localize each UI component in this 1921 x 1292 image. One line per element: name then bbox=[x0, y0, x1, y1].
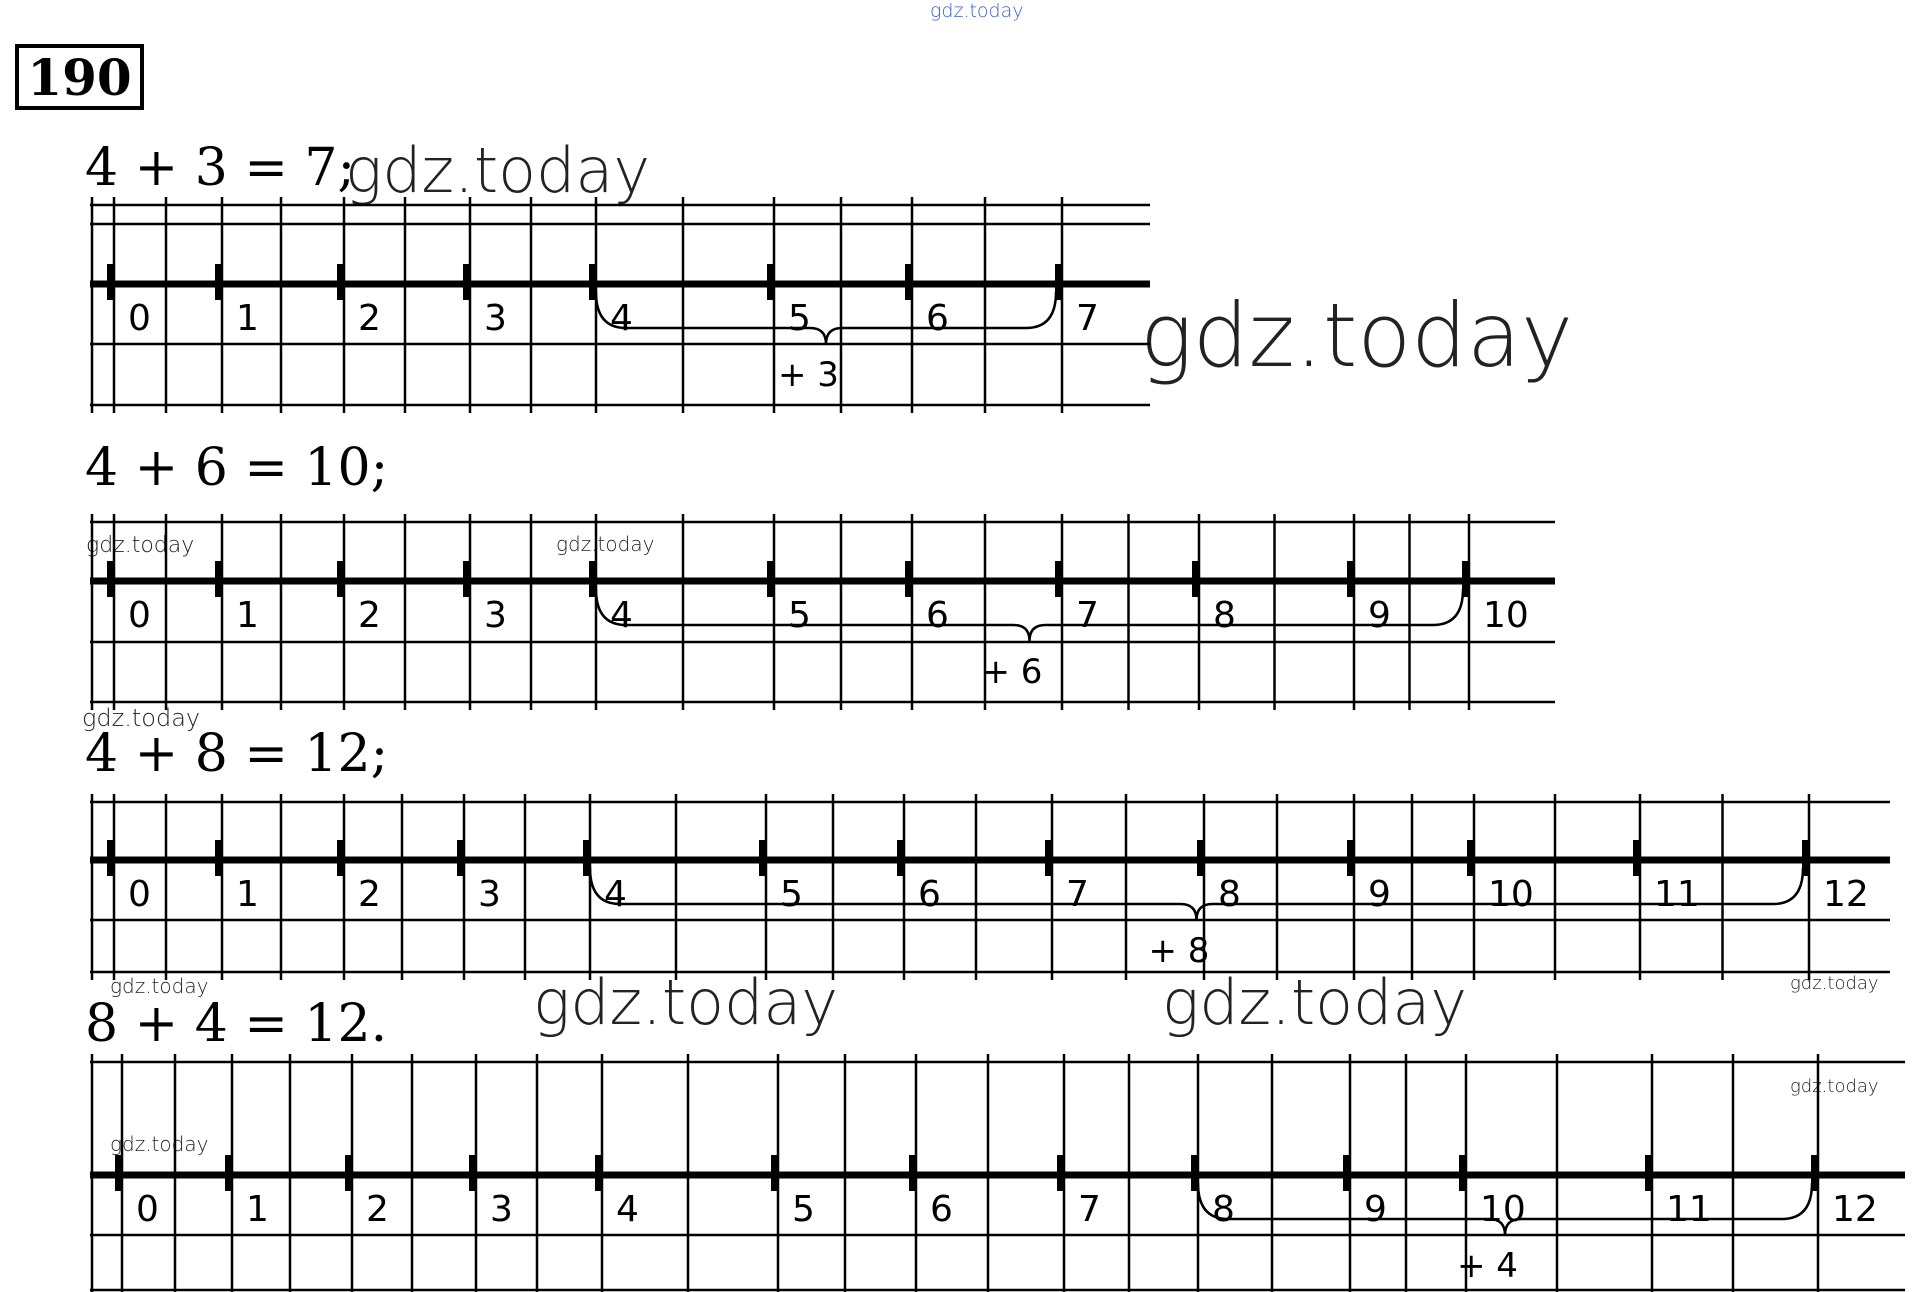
tick-label: 6 bbox=[918, 874, 941, 915]
brace-label: + 4 bbox=[1457, 1246, 1518, 1286]
tick-label: 9 bbox=[1368, 874, 1391, 915]
tick-label: 11 bbox=[1654, 874, 1700, 915]
watermark: gdz.today bbox=[1140, 284, 1574, 387]
brace-label: + 6 bbox=[981, 652, 1043, 692]
tick-label: 2 bbox=[358, 298, 381, 339]
tick-label: 5 bbox=[780, 874, 803, 915]
tick-label: 4 bbox=[610, 595, 633, 636]
number-line-1 bbox=[90, 197, 1150, 413]
top-watermark: gdz.today bbox=[930, 0, 1024, 22]
tick-label: 5 bbox=[788, 595, 811, 636]
watermark: gdz.today bbox=[1790, 1076, 1879, 1097]
tick-label: 0 bbox=[128, 874, 151, 915]
tick-label: 1 bbox=[236, 595, 259, 636]
watermark: gdz.today bbox=[110, 974, 209, 998]
tick-label: 6 bbox=[926, 298, 949, 339]
tick-label: 0 bbox=[128, 595, 151, 636]
equation-2: 4 + 6 = 10; bbox=[85, 438, 389, 498]
equation-1: 4 + 3 = 7; bbox=[85, 138, 356, 198]
watermark: gdz.today bbox=[556, 532, 655, 556]
tick-label: 1 bbox=[246, 1189, 269, 1230]
tick-label: 5 bbox=[788, 298, 811, 339]
tick-label: 10 bbox=[1480, 1189, 1526, 1230]
tick-label: 10 bbox=[1488, 874, 1534, 915]
tick-label: 6 bbox=[930, 1189, 953, 1230]
brace bbox=[596, 292, 1056, 344]
tick-label: 9 bbox=[1368, 595, 1391, 636]
tick-label: 9 bbox=[1364, 1189, 1387, 1230]
brace-label: + 3 bbox=[778, 355, 839, 395]
number-line-2 bbox=[90, 514, 1555, 710]
watermark: gdz.today bbox=[82, 704, 201, 732]
tick-label: 7 bbox=[1066, 874, 1089, 915]
equation-4: 8 + 4 = 12. bbox=[85, 994, 388, 1054]
tick-label: 1 bbox=[236, 298, 259, 339]
tick-label: 6 bbox=[926, 595, 949, 636]
equation-3: 4 + 8 = 12; bbox=[85, 724, 389, 784]
watermark: gdz.today bbox=[110, 1132, 209, 1156]
tick-label: 5 bbox=[792, 1189, 815, 1230]
tick-label: 0 bbox=[128, 298, 151, 339]
tick-label: 2 bbox=[358, 874, 381, 915]
tick-label: 8 bbox=[1218, 874, 1241, 915]
tick-label: 3 bbox=[478, 874, 501, 915]
number-line-4 bbox=[90, 1054, 1905, 1292]
watermark: gdz.today bbox=[86, 533, 195, 558]
tick-label: 4 bbox=[610, 298, 633, 339]
tick-label: 10 bbox=[1483, 595, 1529, 636]
problem-number-text: 190 bbox=[27, 47, 132, 107]
tick-label: 7 bbox=[1078, 1189, 1101, 1230]
tick-label: 4 bbox=[604, 874, 627, 915]
tick-label: 4 bbox=[616, 1189, 639, 1230]
tick-label: 2 bbox=[366, 1189, 389, 1230]
tick-label: 8 bbox=[1212, 1189, 1235, 1230]
tick-label: 12 bbox=[1823, 874, 1869, 915]
number-line-3 bbox=[90, 794, 1890, 980]
tick-label: 12 bbox=[1832, 1189, 1878, 1230]
brace bbox=[590, 868, 1803, 920]
tick-label: 2 bbox=[358, 595, 381, 636]
watermark: gdz.today bbox=[1162, 966, 1468, 1039]
watermark: gdz.today bbox=[533, 966, 839, 1039]
tick-label: 8 bbox=[1213, 595, 1236, 636]
tick-label: 3 bbox=[490, 1189, 513, 1230]
brace bbox=[596, 589, 1463, 641]
tick-label: 7 bbox=[1076, 298, 1099, 339]
watermark: gdz.today bbox=[1790, 973, 1879, 994]
tick-label: 0 bbox=[136, 1189, 159, 1230]
tick-label: 7 bbox=[1076, 595, 1099, 636]
tick-label: 3 bbox=[484, 595, 507, 636]
tick-label: 3 bbox=[484, 298, 507, 339]
brace-label: + 8 bbox=[1148, 931, 1210, 971]
watermark: gdz.today bbox=[345, 134, 651, 207]
tick-label: 1 bbox=[236, 874, 259, 915]
tick-label: 11 bbox=[1666, 1189, 1712, 1230]
